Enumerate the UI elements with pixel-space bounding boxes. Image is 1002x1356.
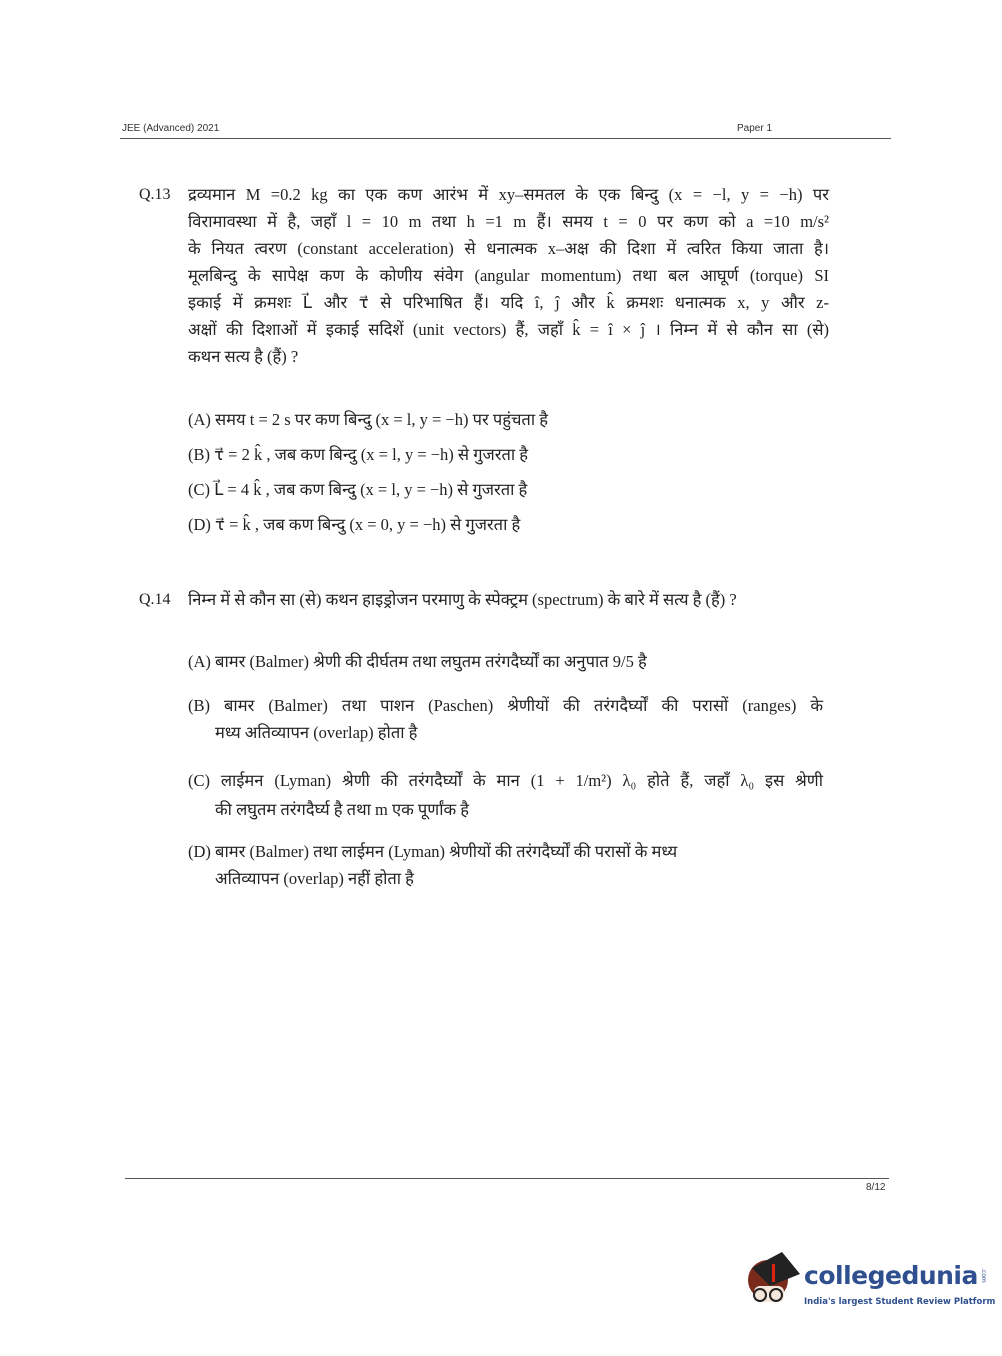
brand-row: [804, 1260, 987, 1292]
brand-tagline: India's largest Student Review Platform: [804, 1297, 996, 1307]
option-a: (A) समय t = 2 s पर कण बिन्दु (x = l, y = −h) पर पहुंचता है: [188, 410, 548, 429]
option-b: (B) τ⃗ = 2 k̂ , जब कण बिन्दु (x = l, y = −h) से गुजरता है: [188, 445, 529, 464]
page-number: 8/12: [866, 1182, 886, 1193]
header-rule: [120, 138, 891, 139]
question-text-line: विरामावस्था में है, जहाँ l = 10 m तथा h =1 m हैं। समय t = 0 पर कण को a =10 m/s²: [188, 212, 829, 231]
question-text: निम्न में से कौन सा (से) कथन हाइड्रोजन परमाणु के स्पेक्ट्रम (spectrum) के बारे में सत्य है (हैं) ?: [188, 590, 737, 609]
header-exam: JEE (Advanced) 2021: [122, 123, 220, 134]
question-text-line: द्रव्यमान M =0.2 kg का एक कण आरंभ में xy–समतल के एक बिन्दु (x = −l, y = −h) पर: [188, 185, 829, 204]
mascot-icon: [742, 1250, 802, 1320]
question-text-line: मूलबिन्दु के सापेक्ष कण के कोणीय संवेग (angular momentum) तथा बल आघूर्ण (torque) SI: [188, 266, 829, 285]
footer-rule: [125, 1178, 889, 1179]
option-c: (C) L⃗ = 4 k̂ , जब कण बिन्दु (x = l, y = −h) से गुजरता है: [188, 480, 528, 499]
option-d: (D) बामर (Balmer) तथा लाईमन (Lyman) श्रेणीयों की तरंगदैर्घ्यों की परासों के मध्य: [188, 842, 678, 861]
collegedunia-logo: [742, 1250, 996, 1320]
question-number: Q.13: [139, 186, 171, 203]
question-text-line: इकाई में क्रमशः L⃗ और τ⃗ से परिभाषित हैं। यदि î, ĵ और k̂ क्रमशः धनात्मक x, y और z-: [188, 293, 829, 312]
question-body: [188, 181, 829, 538]
question-number: Q.14: [139, 591, 171, 608]
option-c: (C) लाईमन (Lyman) श्रेणी की तरंगदैर्घ्यों के मान (1 + 1/m²) λ₀ होते हैं, जहाँ λ₀ इस श्रेणी: [188, 771, 823, 790]
question-text-line: अक्षों की दिशाओं में इकाई सदिशें (unit vectors) हैं, जहाँ k̂ = î × ĵ । निम्न में से कौन सा (से): [188, 320, 829, 339]
option-b: (B) बामर (Balmer) तथा पाशन (Paschen) श्रेणीयों की तरंगदैर्घ्यों की परासों (ranges) के: [188, 696, 823, 715]
question-14: [139, 586, 829, 892]
question-text-line: कथन सत्य है (हैं) ?: [188, 347, 299, 366]
option-a: (A) बामर (Balmer) श्रेणी की दीर्घतम तथा लघुतम तरंगदैर्घ्यों का अनुपात 9/5 है: [188, 652, 647, 671]
question-body: [188, 586, 829, 892]
brand-name: collegedunia: [804, 1261, 978, 1290]
option-b-cont: मध्य अतिव्यापन (overlap) होता है: [215, 723, 418, 742]
option-c-cont: की लघुतम तरंगदैर्घ्य है तथा m एक पूर्णांक है: [215, 800, 470, 819]
option-d: (D) τ⃗ = k̂ , जब कण बिन्दु (x = 0, y = −h) से गुजरता है: [188, 515, 521, 534]
header-paper: Paper 1: [737, 123, 773, 134]
option-d-cont: अतिव्यापन (overlap) नहीं होता है: [215, 869, 414, 888]
question-text-line: के नियत त्वरण (constant acceleration) से धनात्मक x–अक्ष की दिशा में त्वरित किया जाता है।: [188, 239, 829, 258]
question-13: [139, 181, 829, 538]
questions: [139, 181, 829, 892]
brand-suffix: .com: [979, 1268, 987, 1283]
